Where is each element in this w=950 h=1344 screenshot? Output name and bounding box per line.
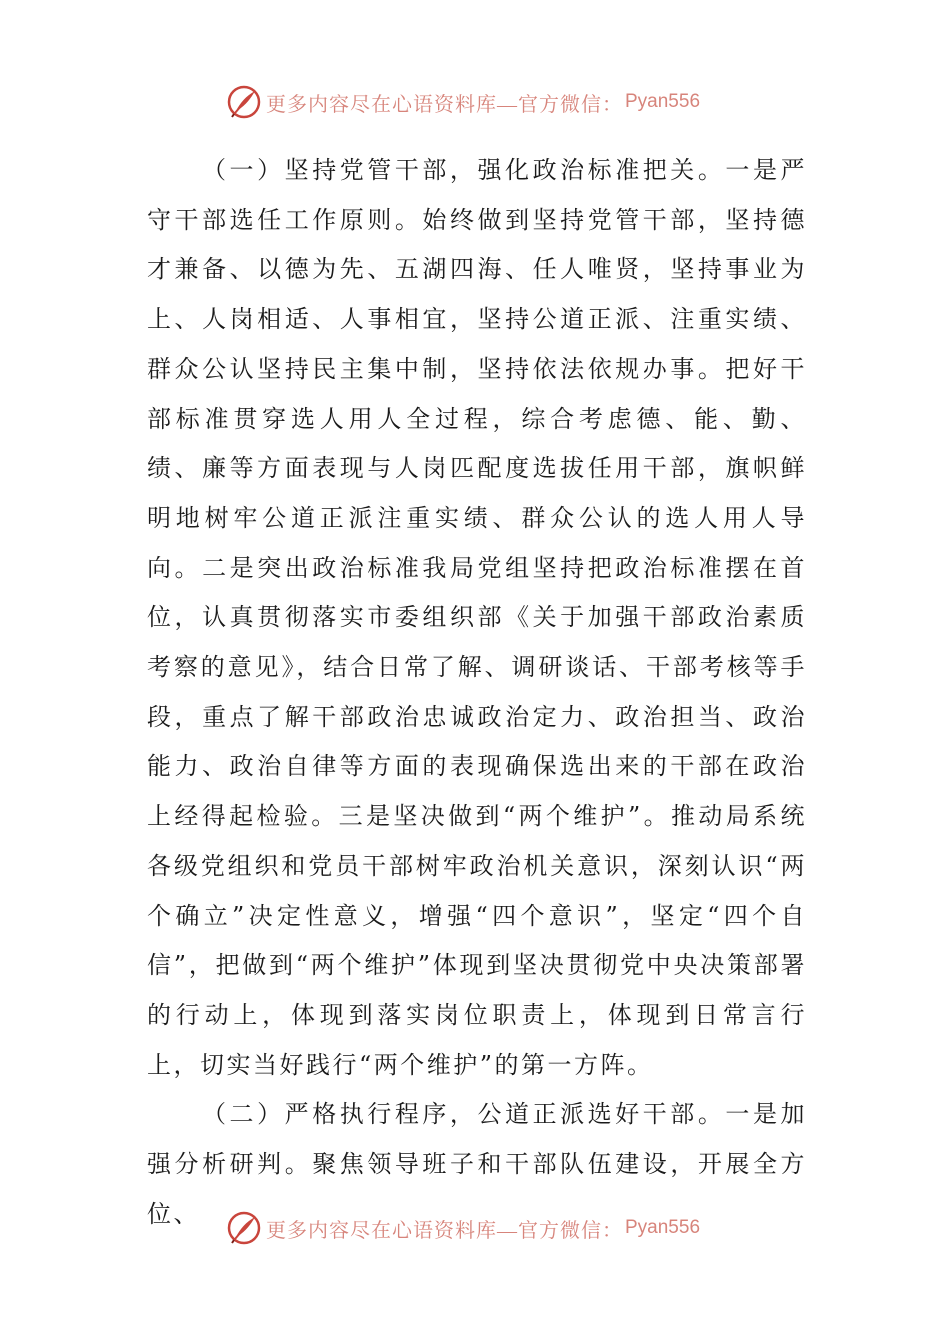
header-banner-text: 更多内容尽在心语资料库—官方微信：: [266, 93, 623, 116]
footer-wechat-id: Pyan556: [625, 1217, 701, 1238]
paragraph: （一）坚持党管干部，强化政治标准把关。一是严守干部选任工作原则。始终做到坚持党管干部，坚持德才兼备、以德为先、五湖四海、任人唯贤，坚持事业为上、人岗相适、人事相宜，坚持公道正派、注重实绩、群众公认坚持民主集中制，坚持依法依规办事。把好干部标准贯穿选人用人全过程，综合考虑德、能、勤、绩、廉等方面表现与人岗匹配度选拔任用干部，旗帜鲜明地树牢公道正派注重实绩、群众公认的选人用人导向。二是突出政治标准我局党组坚持把政治标准摆在首位，认真贯彻落实市委组织部《关于加强干部政治素质考察的意见》，结合日常了解、调研谈话、干部考核等手段，重点了解干部政治忠诚政治定力、政治担当、政治能力、政治自律等方面的表现确保选出来的干部在政治上经得起检验。三是坚决做到“两个维护”。推动局系统各级党组织和党员干部树牢政治机关意识，深刻认识“两个确立”决定性意义，增强“四个意识”，坚定“四个自信”，把做到“两个维护”体现到坚决贯彻党中央决策部署的行动上，体现到落实岗位职责上，体现到日常言行上，切实当好践行“两个维护”的第一方阵。: [147, 156, 807, 1079]
header-wechat-id: Pyan556: [625, 91, 701, 112]
body-content: [147, 146, 807, 1239]
footer-banner-text: 更多内容尽在心语资料库—官方微信：: [266, 1219, 623, 1242]
header-banner[interactable]: [226, 82, 700, 122]
feather-pen-logo-icon: [226, 84, 262, 120]
footer-banner[interactable]: [226, 1208, 700, 1248]
feather-pen-logo-icon: [226, 1210, 262, 1246]
paragraph: （二）严格执行程序，公道正派选好干部。一是加强分析研判。聚焦领导班子和干部队伍建设，开展全方位、: [147, 1100, 807, 1228]
